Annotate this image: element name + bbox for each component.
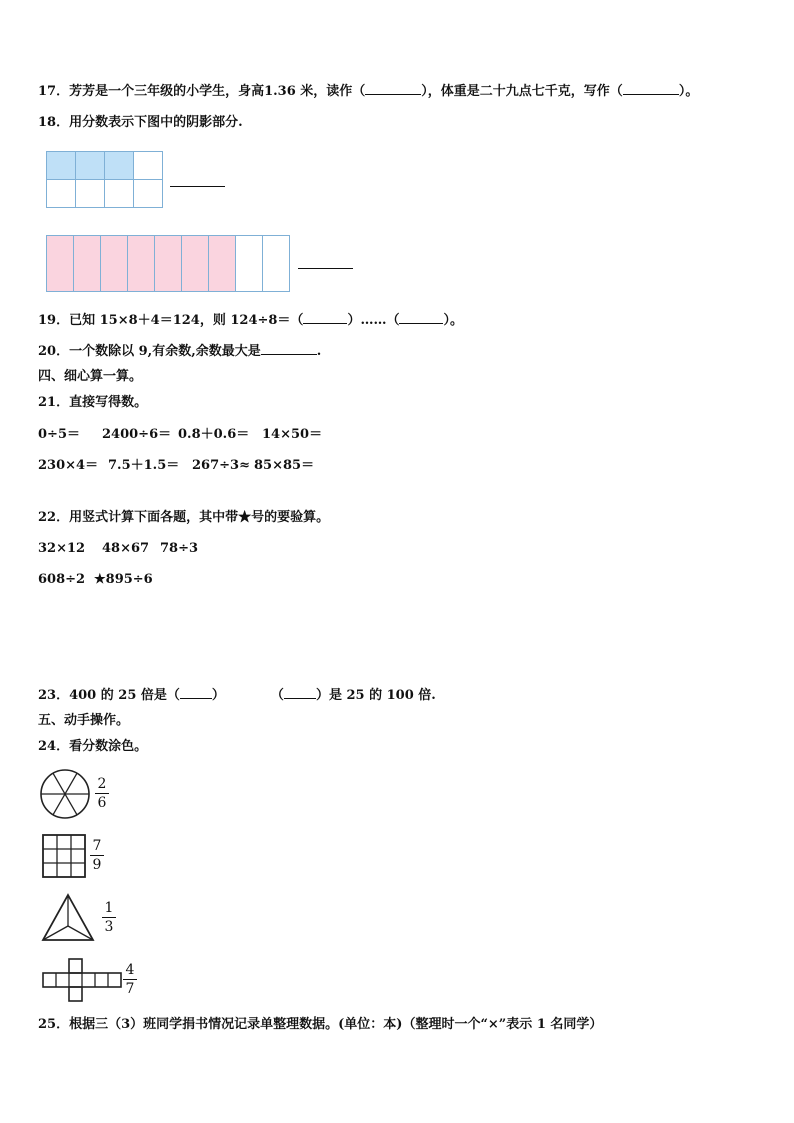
question-19 (38, 311, 463, 330)
fraction-denominator: 9 (92, 857, 102, 873)
fraction-strip-pink (46, 235, 290, 292)
question-number: 17． (38, 84, 70, 99)
question-number: 19． (38, 313, 70, 328)
calc-item: 2400÷6＝ (102, 427, 172, 442)
question-number: 25． (38, 1017, 70, 1032)
answer-blank[interactable] (180, 686, 212, 699)
question-text: 一个数除以 9,有余数,余数最大是 (69, 344, 261, 359)
answer-blank[interactable] (284, 686, 316, 699)
question-text: 根据三（3）班同学捐书情况记录单整理数据。(单位：本)（整理时一个“×”表示 1 名同学） (69, 1017, 603, 1032)
question-20 (38, 342, 321, 361)
shaded-cell (47, 236, 74, 292)
section-heading: 五、动手操作。 (38, 713, 130, 728)
answer-blank[interactable] (623, 82, 679, 95)
cube-net-seven-parts[interactable] (42, 958, 122, 1002)
shaded-cell (155, 236, 182, 292)
answer-line[interactable] (170, 186, 225, 187)
shaded-cell (101, 236, 128, 292)
empty-cell (236, 236, 263, 292)
question-text: ）……（ (347, 313, 400, 328)
calc-item: 85×85＝ (254, 458, 315, 473)
calc-item: ★895÷6 (94, 572, 153, 587)
question-text: ） (211, 688, 225, 703)
calc-item: 7.5＋1.5＝ (108, 458, 180, 473)
question-text: ）。 (443, 313, 463, 328)
fraction-label (102, 900, 116, 935)
empty-cell (134, 180, 163, 208)
question-text: 芳芳是一个三年级的小学生，身高1.36 米，读作（ (69, 84, 366, 99)
shaded-cell (74, 236, 101, 292)
calc-item: 0.8＋0.6＝ (178, 427, 250, 442)
fraction-denominator: 6 (97, 795, 107, 811)
question-text: ）。 (678, 84, 699, 99)
calc-item: 32×12 (38, 541, 86, 556)
fraction-numerator: 4 (125, 962, 135, 978)
question-17 (38, 82, 698, 101)
question-number: 24． (38, 739, 70, 754)
calc-row (38, 571, 153, 589)
question-24 (38, 738, 147, 756)
empty-cell (105, 180, 134, 208)
question-25 (38, 1016, 602, 1034)
shaded-cell (105, 152, 134, 180)
empty-cell (263, 236, 290, 292)
empty-cell (47, 180, 76, 208)
calc-item: 14×50＝ (262, 427, 323, 442)
fraction-denominator: 3 (104, 919, 114, 935)
shaded-cell (182, 236, 209, 292)
question-text: 用分数表示下图中的阴影部分. (69, 115, 243, 130)
question-text: 400 的 25 倍是（ (69, 688, 180, 703)
calc-item: 48×67 (102, 541, 150, 556)
question-text: 直接写得数。 (69, 395, 148, 410)
question-21 (38, 394, 147, 412)
question-text: . (316, 344, 322, 359)
question-text: ）是 25 的 100 倍. (315, 688, 436, 703)
question-number: 20． (38, 344, 70, 359)
question-23 (38, 686, 436, 705)
section-heading: 四、细心算一算。 (38, 369, 143, 384)
question-text: 已知 15×8＋4＝124，则 124÷8＝（ (69, 313, 304, 328)
calc-item: 230×4＝ (38, 458, 99, 473)
question-18 (38, 114, 243, 132)
fraction-numerator: 7 (92, 838, 102, 854)
calc-item: 608÷2 (38, 572, 86, 587)
question-text: ），体重是二十九点七千克，写作（ (421, 84, 623, 99)
question-number: 22． (38, 510, 70, 525)
calc-row (38, 540, 198, 558)
answer-blank[interactable] (261, 342, 317, 355)
empty-cell (76, 180, 105, 208)
question-number: 18． (38, 115, 70, 130)
answer-blank[interactable] (303, 311, 347, 324)
question-text: （ (270, 688, 284, 703)
shaded-cell (128, 236, 155, 292)
calc-row (38, 457, 314, 475)
square-nine-parts[interactable] (42, 834, 86, 878)
answer-blank[interactable] (365, 82, 421, 95)
triangle-three-parts[interactable] (41, 893, 95, 943)
empty-cell (134, 152, 163, 180)
calc-row (38, 426, 322, 444)
question-number: 21． (38, 395, 70, 410)
fraction-grid-blue (46, 151, 163, 208)
shaded-cell (209, 236, 236, 292)
circle-six-parts[interactable] (39, 768, 91, 820)
fraction-numerator: 1 (104, 900, 114, 916)
question-22 (38, 509, 329, 527)
calc-item: 0÷5＝ (38, 427, 80, 442)
fraction-numerator: 2 (97, 776, 107, 792)
fraction-label (123, 962, 137, 997)
calc-item: 78÷3 (160, 541, 199, 556)
shaded-cell (76, 152, 105, 180)
fraction-label (95, 776, 109, 811)
fraction-label (90, 838, 104, 873)
calc-item: 267÷3≈ (192, 458, 250, 473)
fraction-denominator: 7 (125, 981, 135, 997)
question-text: 用竖式计算下面各题，其中带★号的要验算。 (69, 510, 330, 525)
shaded-cell (47, 152, 76, 180)
answer-line[interactable] (298, 268, 353, 269)
question-number: 23． (38, 688, 70, 703)
question-text: 看分数涂色。 (69, 739, 148, 754)
answer-blank[interactable] (399, 311, 443, 324)
